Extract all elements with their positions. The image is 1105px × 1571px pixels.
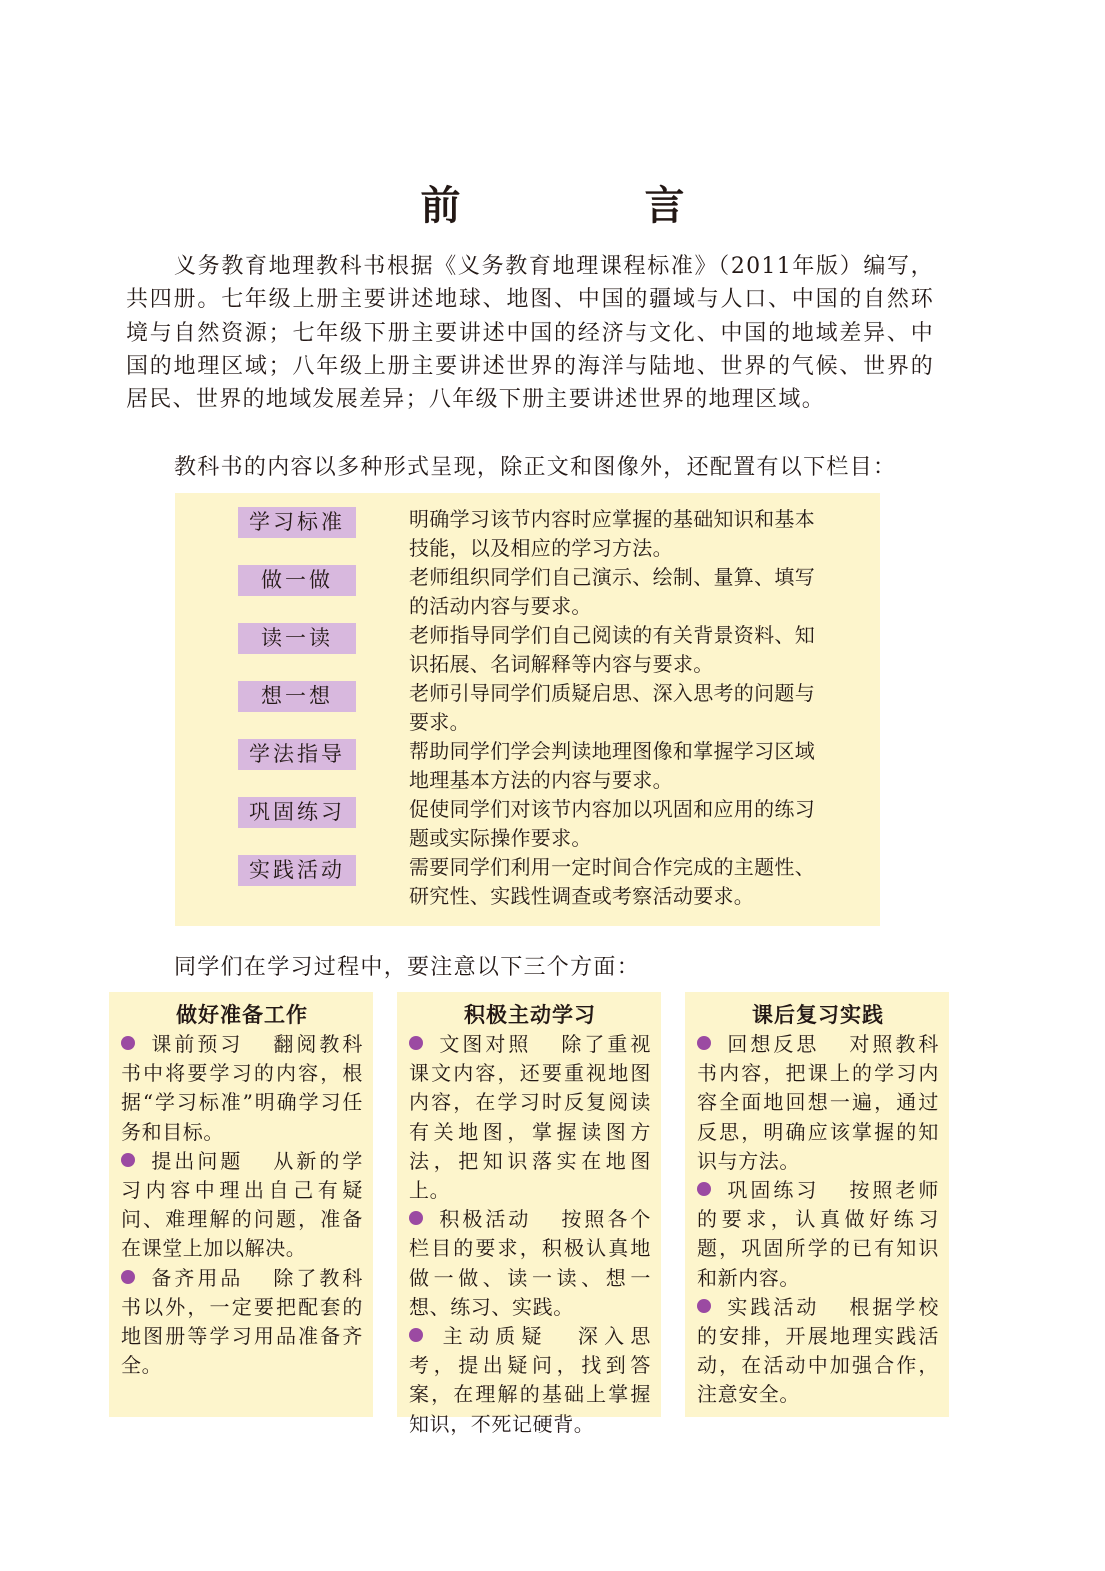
tip-item: 主动质疑 深入思考，提出疑问，找到答案，在理解的基础上掌握知识，不死记硬背。 — [409, 1324, 651, 1436]
tip-box-review-practice — [685, 992, 949, 1417]
column-row-study-standard — [175, 493, 880, 560]
bullet-icon — [697, 1299, 711, 1313]
column-description: 老师引导同学们质疑启思、深入思考的问题与要求。 — [409, 681, 815, 734]
column-row-practice — [175, 783, 880, 850]
tip-heading: 积极主动学习 — [464, 1002, 596, 1027]
column-description: 老师指导同学们自己阅读的有关背景资料、知识拓展、名词解释等内容与要求。 — [409, 623, 815, 676]
tip-heading: 课后复习实践 — [752, 1002, 884, 1027]
column-tag: 做一做 — [238, 565, 356, 596]
tip-item: 实践活动 根据学校的安排，开展地理实践活动，在活动中加强合作，注意安全。 — [697, 1294, 940, 1407]
bullet-icon — [697, 1036, 711, 1050]
column-description: 老师组织同学们自己演示、绘制、量算、填写的活动内容与要求。 — [409, 565, 815, 618]
column-row-field-activity — [175, 841, 880, 908]
bullet-icon — [409, 1328, 423, 1342]
tip-item: 文图对照 除了重视课文内容，还要重视地图内容，在学习时反复阅读有关地图，掌握读图方法，把知识落实在地图上。 — [409, 1032, 652, 1203]
column-tag: 巩固练习 — [238, 797, 356, 828]
column-row-method-guide — [175, 725, 880, 792]
tip-item: 巩固练习 按照老师的要求，认真做好练习题，巩固所学的已有知识和新内容。 — [697, 1178, 940, 1290]
tip-box-prepare — [109, 992, 373, 1417]
tip-item: 回想反思 对照教科书内容，把课上的学习内容全面地回想一遍，通过反思，明确应该掌握的知识与方法。 — [697, 1032, 940, 1173]
bullet-icon — [121, 1270, 135, 1284]
column-description: 明确学习该节内容时应掌握的基础知识和基本技能，以及相应的学习方法。 — [409, 507, 815, 560]
tip-item: 提出问题 从新的学习内容中理出自己有疑问、难理解的问题，准备在课堂上加以解决。 — [121, 1148, 364, 1261]
tip-item: 积极活动 按照各个栏目的要求，积极认真地做一做、读一读、想一想、练习、实践。 — [409, 1207, 652, 1319]
column-row-think-it — [175, 667, 880, 734]
column-row-do-it — [175, 551, 880, 618]
columns-panel — [175, 493, 880, 926]
column-tag: 想一想 — [238, 681, 356, 712]
column-tag: 学习标准 — [238, 507, 356, 538]
column-description: 促使同学们对该节内容加以巩固和应用的练习题或实际操作要求。 — [409, 797, 815, 850]
tip-heading: 做好准备工作 — [176, 1002, 308, 1027]
column-description: 帮助同学们学会判读地理图像和掌握学习区域地理基本方法的内容与要求。 — [409, 739, 815, 792]
column-tag: 学法指导 — [238, 739, 356, 770]
tip-item: 备齐用品 除了教科书以外，一定要把配套的地图册等学习用品准备齐全。 — [121, 1265, 364, 1378]
bullet-icon — [121, 1153, 135, 1167]
bullet-icon — [121, 1036, 135, 1050]
tip-box-active-learning — [397, 992, 661, 1436]
column-row-read-it — [175, 609, 880, 676]
bullet-icon — [409, 1036, 423, 1050]
tip-item: 课前预习 翻阅教科书中将要学习的内容，根据“学习标准”明确学习任务和目标。 — [121, 1032, 364, 1144]
bullet-icon — [409, 1211, 423, 1225]
intro-paragraph: 义务教育地理教科书根据《义务教育地理课程标准》（2011年版）编写，共四册。七年级上册主要讲述地球、地图、中国的疆域与人口、中国的自然环境与自然资源；七年级下册主要讲述中国的经济与文化、中国的地域差异、中国的地理区域；八年级上册主要讲述世界的海洋与陆地、世界的气候、世界的居民、世界的地域发展差异；八年级下册主要讲述世界的地理区域。 — [126, 254, 934, 413]
column-description: 需要同学们利用一定时间合作完成的主题性、研究性、实践性调查或考察活动要求。 — [409, 855, 815, 908]
page-title: 前 言 — [420, 182, 757, 229]
bullet-icon — [697, 1182, 711, 1196]
aspects-intro: 同学们在学习过程中，要注意以下三个方面： — [174, 955, 641, 980]
column-tag: 读一读 — [238, 623, 356, 654]
column-tag: 实践活动 — [238, 855, 356, 886]
content-intro: 教科书的内容以多种形式呈现，除正文和图像外，还配置有以下栏目： — [174, 455, 897, 480]
